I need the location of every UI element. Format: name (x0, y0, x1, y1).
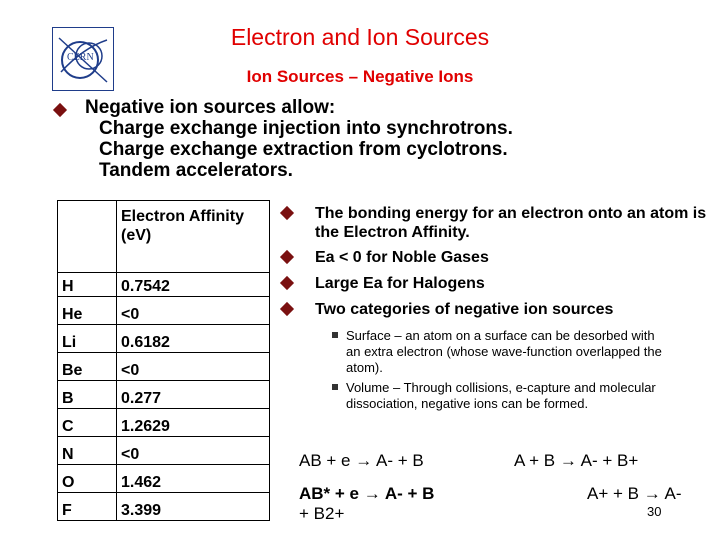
list-item (346, 328, 666, 376)
table-header-cell: Electron Affinity (eV) (117, 201, 270, 273)
point-text: Large Ea for Halogens (315, 275, 485, 292)
page-number: 30 (647, 504, 662, 519)
slide-title: Electron and Ion Sources (230, 24, 490, 50)
diamond-bullet-icon (53, 103, 67, 117)
table-cell-value: 0.7542 (117, 273, 270, 297)
table-row (58, 465, 270, 493)
list-item (297, 274, 707, 293)
table-cell-value: <0 (117, 297, 270, 325)
table-row (58, 297, 270, 325)
point-text: Ea < 0 for Noble Gases (315, 249, 489, 266)
intro-item: Charge exchange extraction from cyclotrons. (99, 139, 508, 160)
list-item (297, 300, 707, 319)
table-cell-element: H (58, 273, 117, 297)
table-cell-element: N (58, 437, 117, 465)
slide-subtitle: Ion Sources – Negative Ions (246, 67, 474, 86)
table-cell-element: C (58, 409, 117, 437)
table-header-row (58, 201, 270, 273)
table-row (58, 353, 270, 381)
table-cell-element: Be (58, 353, 117, 381)
table-cell-value: 0.6182 (117, 325, 270, 353)
table-cell-element: Li (58, 325, 117, 353)
square-bullet-icon (332, 384, 338, 390)
subpoint-text: Volume – Through collisions, e-capture and molecular dissociation, negative ions can be formed. (346, 380, 656, 411)
table-cell-value: 1.462 (117, 465, 270, 493)
diamond-bullet-icon (280, 302, 294, 316)
table-row (58, 493, 270, 521)
diamond-bullet-icon (280, 250, 294, 264)
point-text: The bonding energy for an electron onto an atom is the Electron Affinity. (315, 205, 707, 241)
subpoint-text: Surface – an atom on a surface can be desorbed with an extra electron (whose wave-function overlapped the atom). (346, 328, 662, 375)
list-item (297, 248, 707, 267)
table-cell-element: O (58, 465, 117, 493)
table-row (58, 437, 270, 465)
table-row (58, 273, 270, 297)
table-row (58, 325, 270, 353)
intro-item: Tandem accelerators. (99, 160, 293, 181)
table-row (58, 409, 270, 437)
list-item (346, 380, 666, 412)
table-cell-value: <0 (117, 437, 270, 465)
intro-item: Charge exchange injection into synchrotrons. (99, 118, 513, 139)
equation-ab-star: AB* + e → A- + B (299, 484, 435, 503)
table-cell-value: <0 (117, 353, 270, 381)
diamond-bullet-icon (280, 206, 294, 220)
equation-ab-e: AB + e → A- + B (299, 451, 424, 470)
table-cell-element: F (58, 493, 117, 521)
list-item (297, 204, 707, 242)
table-cell-value: 1.2629 (117, 409, 270, 437)
intro-block (85, 97, 513, 181)
table-cell-value: 3.399 (117, 493, 270, 521)
logo-text: CERN (67, 52, 94, 63)
equation-a-b: A + B → A- + B+ (514, 451, 639, 470)
diamond-bullet-icon (280, 276, 294, 290)
table-header-cell (58, 201, 117, 273)
table-cell-element: B (58, 381, 117, 409)
point-text: Two categories of negative ion sources (315, 301, 614, 318)
table-cell-value: 0.277 (117, 381, 270, 409)
equation-aplus-b-cont: + B2+ (299, 504, 345, 523)
equation-aplus-b: A+ + B → A- (587, 484, 682, 503)
subpoints-list (346, 328, 666, 412)
square-bullet-icon (332, 332, 338, 338)
points-list (297, 204, 707, 325)
table-row (58, 381, 270, 409)
table-cell-element: He (58, 297, 117, 325)
electron-affinity-table (57, 200, 270, 521)
intro-lead: Negative ion sources allow: (85, 97, 336, 118)
